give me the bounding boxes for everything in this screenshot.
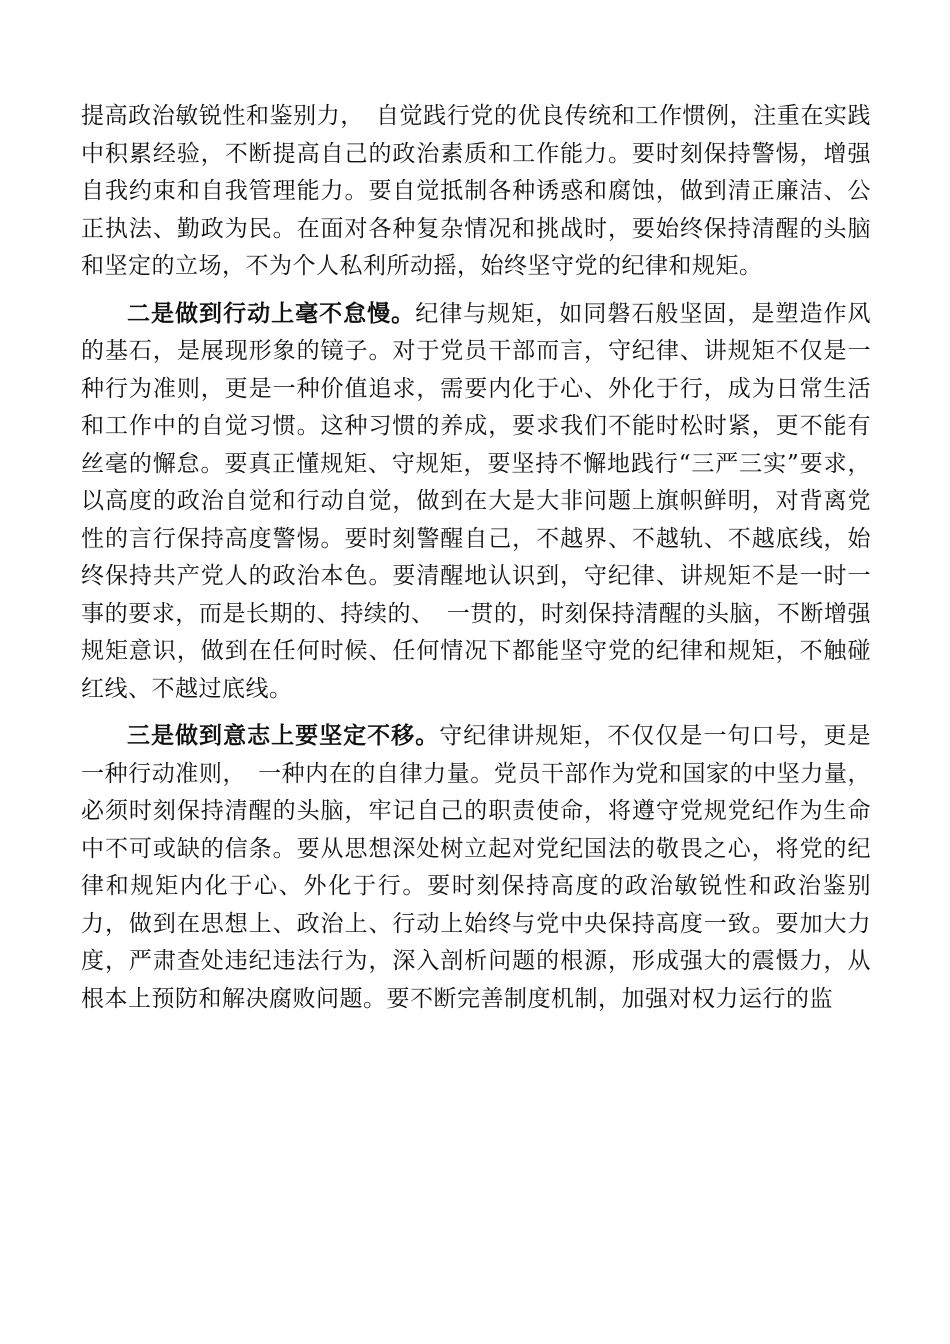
text-line: 不触碰红线、不越过底线。	[81, 638, 871, 702]
text-line: 量，必须时刻保持清醒的头脑，牢记自己的职责使命，将遵守党规党纪作为	[81, 760, 872, 824]
text-line: 别力，做到在思想上、政治上、行动上始终与党中央保持高度一致。要加大	[81, 873, 871, 937]
paragraph-gap	[81, 286, 871, 295]
text-line: 能有丝毫的懈怠。要真正懂规矩、守规矩，要坚持不懈地践行“三严三实”	[81, 413, 871, 477]
paragraph-gap	[81, 708, 871, 717]
text-line: 要求，以高度的政治自觉和行动自觉，做到在大是大非问题上旗帜鲜明，对	[81, 450, 871, 514]
text-line: 和坚定的立场，不为个人私利所动摇，始终坚守党的纪律和规矩。	[81, 253, 763, 279]
text-line: 生命中不可或缺的信条。要从思想深处树立起对党纪国法的敬畏之心，将党	[81, 798, 871, 862]
paragraph-2	[81, 295, 871, 709]
text-line: 中积累经验，不断提高自己的政治素质和工作能力。要时刻保持警惕，增强	[81, 140, 871, 167]
paragraph-3	[81, 717, 871, 1018]
paragraph-1	[81, 98, 871, 286]
text-line: 提高政治敏锐性和鉴别力， 自觉践行党的优良传统和工作惯例，注重在实践	[81, 103, 871, 129]
text-line: 正执法、勤政为民。在面对各种复杂情况和挑战时，要始终保持清醒的头脑	[81, 215, 871, 242]
document-page	[81, 98, 871, 1018]
paragraph-lead-heading: 三是做到意志上要坚定不移。	[127, 722, 440, 749]
text-line: 从根本上预防和解决腐败问题。要不断完善制度机制，加强对权力运行的监	[81, 948, 871, 1012]
text-line: 自我约束和自我管理能力。要自觉抵制各种诱惑和腐蚀，做到清正廉洁、公	[81, 178, 871, 204]
text-line: 一时一事的要求，而是长期的、持续的、 一贯的，时刻保持清醒的头脑，不	[81, 563, 871, 627]
text-line: 断增强规矩意识，做到在任何时候、任何情况下都能坚守党的纪律和规矩，	[81, 600, 872, 664]
text-line: 作风的基石，是展现形象的镜子。对于党员干部而言，守纪律、讲规矩不仅	[81, 300, 872, 364]
text-line: 更是一种行动准则， 一种内在的自律力量。党员干部作为党和国家的中坚力	[81, 723, 872, 787]
text-line: 背离党性的言行保持高度警惕。要时刻警醒自己，不越界、不越轨、不越底	[81, 488, 871, 552]
paragraph-lead-heading: 二是做到行动上毫不怠慢。	[127, 299, 416, 327]
text-line: 守纪律讲规矩，不仅仅是一句口号，	[439, 723, 824, 749]
text-line: 力度，严肃查处违纪违法行为，深入剖析问题的根源，形成强大的震慑力，	[81, 910, 871, 974]
text-line: 纪律与规矩，如同磐石般坚固，是塑造	[415, 300, 824, 327]
text-line: 是一种行为准则，更是一种价值追求，需要内化于心、外化于行，成为日常	[81, 338, 871, 402]
text-line: 生活和工作中的自觉习惯。这种习惯的养成，要求我们不能时松时紧，更不	[81, 375, 871, 439]
text-line: 线，始终保持共产党人的政治本色。要清醒地认识到，守纪律、讲规矩不是	[81, 525, 871, 589]
text-line: 的纪律和规矩内化于心、外化于行。要时刻保持高度的政治敏锐性和政治鉴	[81, 835, 871, 899]
